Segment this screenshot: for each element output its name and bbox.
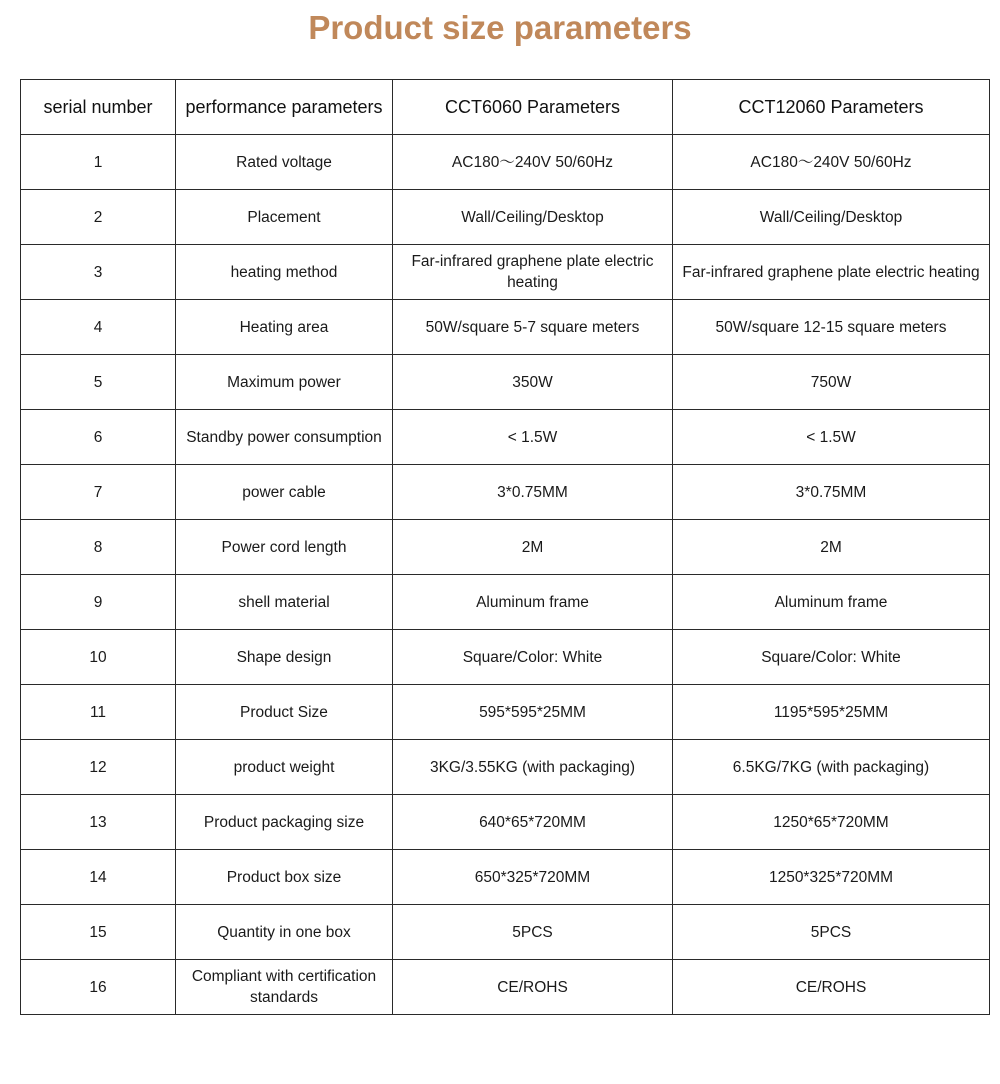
table-row [21, 960, 990, 1015]
serial-cell: 11 [21, 685, 176, 740]
parameter-cell: power cable [176, 465, 393, 520]
table-row [21, 575, 990, 630]
cct6060-cell: 650*325*720MM [393, 850, 673, 905]
table-header-row [21, 80, 990, 135]
cct12060-cell: 6.5KG/7KG (with packaging) [673, 740, 990, 795]
cct12060-cell: 3*0.75MM [673, 465, 990, 520]
table-row [21, 795, 990, 850]
cct6060-cell: 3*0.75MM [393, 465, 673, 520]
table-row [21, 905, 990, 960]
parameter-cell: Shape design [176, 630, 393, 685]
header-serial-number: serial number [21, 80, 176, 135]
table-row [21, 190, 990, 245]
header-cct6060: CCT6060 Parameters [393, 80, 673, 135]
serial-cell: 4 [21, 300, 176, 355]
parameter-cell: Heating area [176, 300, 393, 355]
cct6060-cell: 5PCS [393, 905, 673, 960]
cct12060-cell: AC180～240V 50/60Hz [673, 135, 990, 190]
header-performance-parameters: performance parameters [176, 80, 393, 135]
parameter-cell: Power cord length [176, 520, 393, 575]
cct6060-cell: Wall/Ceiling/Desktop [393, 190, 673, 245]
cct6060-cell: CE/ROHS [393, 960, 673, 1015]
cct12060-cell: Far-infrared graphene plate electric heating [673, 245, 990, 300]
serial-cell: 15 [21, 905, 176, 960]
serial-cell: 10 [21, 630, 176, 685]
table-row [21, 465, 990, 520]
serial-cell: 16 [21, 960, 176, 1015]
parameter-cell: Quantity in one box [176, 905, 393, 960]
cct6060-cell: Far-infrared graphene plate electric heating [393, 245, 673, 300]
cct6060-cell: AC180～240V 50/60Hz [393, 135, 673, 190]
cct12060-cell: 5PCS [673, 905, 990, 960]
table-row [21, 245, 990, 300]
parameter-cell: Standby power consumption [176, 410, 393, 465]
page-title: Product size parameters [308, 9, 692, 46]
spec-table [20, 79, 990, 1015]
table-row [21, 355, 990, 410]
cct6060-cell: 2M [393, 520, 673, 575]
cct12060-cell: Aluminum frame [673, 575, 990, 630]
serial-cell: 12 [21, 740, 176, 795]
table-row [21, 135, 990, 190]
cct6060-cell: 640*65*720MM [393, 795, 673, 850]
serial-cell: 3 [21, 245, 176, 300]
header-cct12060: CCT12060 Parameters [673, 80, 990, 135]
parameter-cell: product weight [176, 740, 393, 795]
serial-cell: 2 [21, 190, 176, 245]
cct12060-cell: Wall/Ceiling/Desktop [673, 190, 990, 245]
cct6060-cell: Square/Color: White [393, 630, 673, 685]
cct12060-cell: CE/ROHS [673, 960, 990, 1015]
table-row [21, 410, 990, 465]
table-row [21, 300, 990, 355]
table-row [21, 520, 990, 575]
parameter-cell: Placement [176, 190, 393, 245]
parameter-cell: shell material [176, 575, 393, 630]
cct6060-cell: Aluminum frame [393, 575, 673, 630]
table-row [21, 630, 990, 685]
parameter-cell: Maximum power [176, 355, 393, 410]
serial-cell: 13 [21, 795, 176, 850]
cct12060-cell: Square/Color: White [673, 630, 990, 685]
table-row [21, 850, 990, 905]
cct12060-cell: 2M [673, 520, 990, 575]
serial-cell: 8 [21, 520, 176, 575]
parameter-cell: Product box size [176, 850, 393, 905]
table-row [21, 740, 990, 795]
cct6060-cell: 3KG/3.55KG (with packaging) [393, 740, 673, 795]
serial-cell: 14 [21, 850, 176, 905]
table-row [21, 685, 990, 740]
parameter-cell: Product packaging size [176, 795, 393, 850]
parameter-cell: Compliant with certification standards [176, 960, 393, 1015]
cct6060-cell: < 1.5W [393, 410, 673, 465]
serial-cell: 6 [21, 410, 176, 465]
cct12060-cell: 1250*325*720MM [673, 850, 990, 905]
cct6060-cell: 50W/square 5-7 square meters [393, 300, 673, 355]
cct12060-cell: < 1.5W [673, 410, 990, 465]
cct6060-cell: 595*595*25MM [393, 685, 673, 740]
cct12060-cell: 750W [673, 355, 990, 410]
parameter-cell: Rated voltage [176, 135, 393, 190]
cct12060-cell: 1250*65*720MM [673, 795, 990, 850]
parameter-cell: heating method [176, 245, 393, 300]
serial-cell: 9 [21, 575, 176, 630]
cct6060-cell: 350W [393, 355, 673, 410]
parameter-cell: Product Size [176, 685, 393, 740]
serial-cell: 7 [21, 465, 176, 520]
serial-cell: 5 [21, 355, 176, 410]
cct12060-cell: 50W/square 12-15 square meters [673, 300, 990, 355]
serial-cell: 1 [21, 135, 176, 190]
cct12060-cell: 1195*595*25MM [673, 685, 990, 740]
